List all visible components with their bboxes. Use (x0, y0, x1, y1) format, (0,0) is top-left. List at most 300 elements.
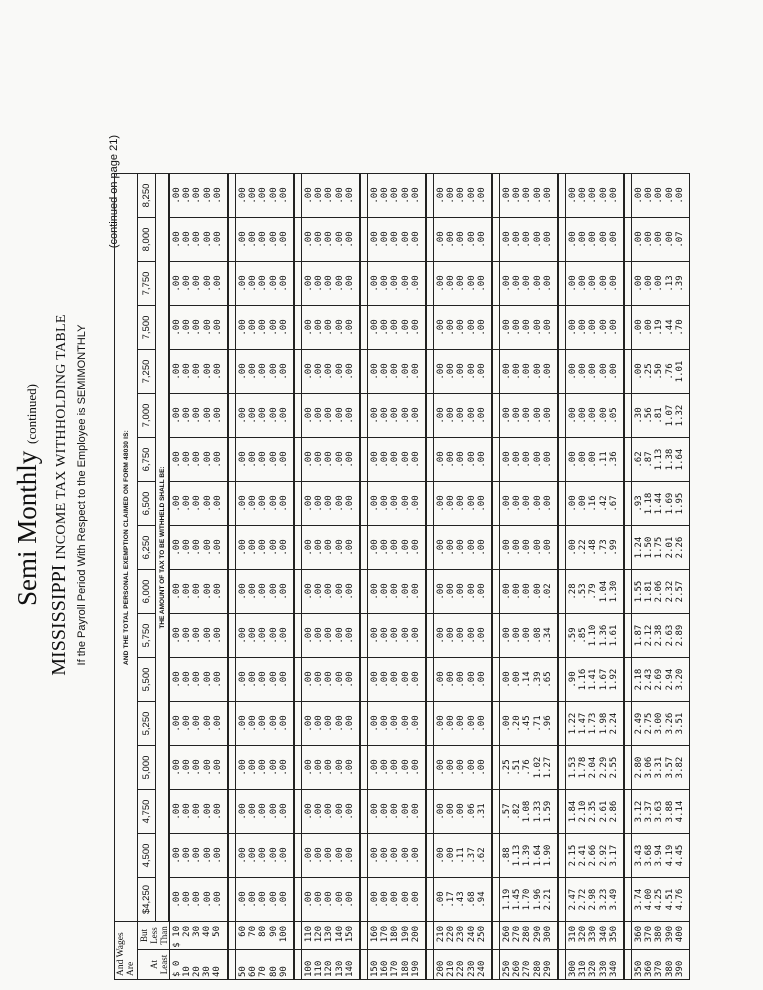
table-cell-value: 1.32 (674, 404, 685, 427)
tax-amount-cell (434, 570, 493, 614)
table-cell-value: .00 (202, 231, 213, 248)
tax-amount-cell (632, 350, 690, 394)
table-cell-value: .00 (172, 583, 182, 600)
table-cell-value: .00 (568, 231, 578, 248)
table-cell-value: 1.67 (598, 668, 609, 691)
tax-amount-cell (500, 746, 559, 790)
table-cell-value: .00 (344, 319, 355, 336)
table-cell-value: 190 (410, 960, 421, 977)
table-cell-value: .00 (192, 627, 203, 644)
table-cell-value: .00 (212, 803, 223, 820)
table-cell-value: .00 (314, 363, 325, 380)
table-cell-value: 2.47 (568, 888, 578, 911)
table-cell-value: .42 (598, 495, 609, 512)
table-cell-value: .00 (278, 627, 289, 644)
table-cell-value: .00 (212, 891, 223, 908)
tax-amount-cell (302, 262, 361, 306)
table-cell-value: .00 (344, 847, 355, 864)
table-cell-value: 3.49 (608, 888, 619, 911)
table-cell-value: .00 (324, 715, 335, 732)
table-cell-value: 130 (334, 960, 345, 977)
table-cell-value: 320 (578, 926, 589, 943)
table-cell-value: .00 (304, 847, 314, 864)
page-title (12, 0, 43, 990)
table-cell-value: .00 (172, 231, 182, 248)
table-cell-value: .00 (532, 319, 543, 336)
table-cell-value: .00 (268, 363, 279, 380)
table-cell-value: .00 (192, 715, 203, 732)
table-cell-value: .00 (390, 495, 401, 512)
at-least-cell (302, 950, 361, 980)
tax-amount-cell (632, 702, 690, 746)
tax-amount-cell (632, 218, 690, 262)
table-cell-value: .00 (588, 451, 599, 468)
table-cell-value: .00 (380, 363, 391, 380)
table-cell-value: .00 (304, 275, 314, 292)
tax-amount-cell (434, 262, 493, 306)
table-cell-value: .00 (212, 231, 223, 248)
table-cell-value: 1.13 (512, 844, 523, 867)
table-cell-value: .00 (664, 231, 675, 248)
table-cell-value: 20 (191, 966, 202, 977)
table-cell-value: .25 (644, 363, 655, 380)
table-cell-value: .00 (456, 803, 467, 820)
group-spacer (426, 174, 434, 980)
table-cell-value: .90 (568, 671, 578, 688)
group-spacer (228, 174, 236, 980)
tax-amount-cell (566, 614, 625, 658)
table-cell-value: .00 (268, 803, 279, 820)
table-cell-value: 1.69 (664, 492, 675, 515)
table-cell-value: .00 (466, 319, 477, 336)
table-cell-value: .00 (212, 451, 223, 468)
table-cell-value: .00 (334, 495, 345, 512)
table-cell-value: .48 (588, 539, 599, 556)
table-cell-value: .57 (502, 803, 512, 820)
table-cell-value: .00 (568, 495, 578, 512)
but-less-than-cell (302, 922, 361, 950)
table-cell-value: .36 (608, 451, 619, 468)
tax-amount-cell (236, 658, 295, 702)
table-cell-value: .00 (304, 187, 314, 204)
tax-amount-cell (500, 482, 559, 526)
table-cell-value: .00 (466, 451, 477, 468)
table-cell-value: .00 (466, 627, 477, 644)
exemption-column-header: 6,000 (138, 570, 156, 614)
table-cell-value: .00 (334, 759, 345, 776)
table-cell-value: .00 (476, 407, 487, 424)
tax-amount-cell (169, 262, 228, 306)
table-cell-value: .00 (466, 495, 477, 512)
table-cell-value: .00 (436, 891, 446, 908)
table-row (169, 174, 228, 980)
table-cell-value: .00 (644, 231, 655, 248)
table-cell-value: .00 (370, 407, 380, 424)
table-cell-value: .00 (192, 583, 203, 600)
table-cell-value: .00 (390, 539, 401, 556)
tax-amount-cell (302, 658, 361, 702)
tax-amount-cell (236, 614, 295, 658)
table-cell-value: .00 (456, 671, 467, 688)
table-cell-value: .53 (578, 583, 589, 600)
table-cell-value: .00 (436, 671, 446, 688)
table-cell-value: .00 (238, 319, 248, 336)
table-cell-value: .00 (466, 539, 477, 556)
table-cell-value: 350 (608, 926, 619, 943)
table-cell-value: .00 (238, 627, 248, 644)
table-cell-value: 2.92 (598, 844, 609, 867)
table-cell-value: .00 (436, 275, 446, 292)
tax-amount-cell (632, 394, 690, 438)
table-cell-value: 1.98 (598, 712, 609, 735)
table-cell-value: 1.87 (634, 624, 644, 647)
table-cell-value: .00 (304, 319, 314, 336)
table-cell-value: .00 (456, 363, 467, 380)
exemption-column-header: 4,500 (138, 834, 156, 878)
tax-amount-cell (434, 438, 493, 482)
tax-amount-cell (236, 790, 295, 834)
table-cell-value: .00 (238, 495, 248, 512)
table-cell-value: .00 (248, 715, 259, 732)
table-cell-value: .00 (446, 539, 457, 556)
table-cell-value: .00 (370, 275, 380, 292)
group-spacer (360, 174, 368, 980)
table-cell-value: 310 (578, 960, 589, 977)
table-cell-value: .00 (400, 363, 411, 380)
table-cell-value: .00 (258, 759, 269, 776)
table-cell-value: .00 (304, 407, 314, 424)
table-cell-value: .00 (334, 187, 345, 204)
table-cell-value: .00 (304, 671, 314, 688)
table-cell-value: .00 (314, 231, 325, 248)
table-cell-value: 1.95 (674, 492, 685, 515)
table-cell-value: .00 (212, 275, 223, 292)
table-cell-value: .00 (532, 451, 543, 468)
tax-amount-cell (500, 438, 559, 482)
table-cell-value: .00 (182, 627, 193, 644)
table-cell-value: .00 (446, 583, 457, 600)
table-cell-value: 300 (542, 926, 553, 943)
tax-amount-cell (236, 878, 295, 922)
exemption-column-header: $4,250 (138, 878, 156, 922)
table-cell-value: .00 (466, 407, 477, 424)
table-cell-value: .00 (532, 407, 543, 424)
table-cell-value: .00 (212, 627, 223, 644)
table-cell-value: .00 (542, 539, 553, 556)
table-cell-value: .00 (522, 363, 533, 380)
tax-amount-cell (632, 306, 690, 350)
table-cell-value: .00 (522, 407, 533, 424)
table-cell-value: .00 (182, 231, 193, 248)
table-cell-value: .00 (436, 715, 446, 732)
table-cell-value: .00 (644, 187, 655, 204)
table-cell-value: .00 (192, 759, 203, 776)
table-cell-value: 3.88 (664, 800, 675, 823)
table-cell-value: 2.98 (588, 888, 599, 911)
tax-amount-cell (302, 834, 361, 878)
table-cell-value: .00 (436, 539, 446, 556)
table-cell-value: 360 (634, 926, 644, 943)
table-cell-value: .00 (278, 847, 289, 864)
table-cell-value: 90 (278, 966, 289, 977)
table-cell-value: 260 (502, 926, 512, 943)
table-cell-value: 240 (466, 926, 477, 943)
table-cell-value: .00 (248, 363, 259, 380)
table-cell-value: .00 (334, 275, 345, 292)
table-cell-value: .00 (370, 671, 380, 688)
at-least-cell (368, 950, 427, 980)
exemption-column-header: 7,000 (138, 394, 156, 438)
tax-amount-cell (302, 482, 361, 526)
table-cell-value: 330 (588, 926, 599, 943)
table-cell-value: .00 (436, 231, 446, 248)
table-cell-value: .00 (334, 539, 345, 556)
table-cell-value: .00 (598, 319, 609, 336)
tax-amount-cell (434, 218, 493, 262)
table-cell-value: 120 (314, 926, 325, 943)
table-cell-value: .00 (192, 407, 203, 424)
table-cell-value: .00 (278, 319, 289, 336)
table-cell-value: .00 (304, 495, 314, 512)
tax-amount-cell (368, 482, 427, 526)
table-cell-value: .00 (314, 803, 325, 820)
table-cell-value: .00 (278, 495, 289, 512)
group-spacer (294, 174, 302, 980)
table-cell-value: .00 (532, 187, 543, 204)
table-cell-value: .00 (202, 539, 213, 556)
table-cell-value: .00 (324, 671, 335, 688)
table-cell-value: .00 (436, 495, 446, 512)
tax-amount-cell (500, 350, 559, 394)
table-cell-value: .00 (436, 319, 446, 336)
tax-amount-cell (368, 790, 427, 834)
table-cell-value: 40 (212, 966, 223, 977)
tax-amount-cell (236, 262, 295, 306)
table-cell-value: 2.01 (664, 536, 675, 559)
table-cell-value: .00 (304, 231, 314, 248)
table-cell-value: .00 (608, 363, 619, 380)
table-cell-value: 1.30 (608, 580, 619, 603)
table-cell-value: 30 (202, 966, 213, 977)
table-cell-value: .00 (568, 539, 578, 556)
tax-amount-cell (632, 746, 690, 790)
tax-amount-cell (302, 394, 361, 438)
table-cell-value: .00 (238, 275, 248, 292)
tax-amount-cell (368, 350, 427, 394)
table-cell-value: .00 (304, 363, 314, 380)
table-cell-value: 150 (370, 960, 380, 977)
table-cell-value: .28 (568, 583, 578, 600)
table-cell-value: .00 (400, 803, 411, 820)
table-cell-value: .39 (532, 671, 543, 688)
tax-amount-cell (434, 702, 493, 746)
table-cell-value: .00 (192, 451, 203, 468)
tax-amount-cell (169, 834, 228, 878)
tax-amount-cell (632, 262, 690, 306)
table-cell-value: 3.12 (634, 800, 644, 823)
table-cell-value: .00 (390, 451, 401, 468)
table-cell-value: .00 (532, 275, 543, 292)
table-cell-value: .00 (446, 759, 457, 776)
table-cell-value: .00 (512, 671, 523, 688)
table-cell-value: 2.21 (542, 888, 553, 911)
tax-amount-cell (236, 746, 295, 790)
table-cell-value: .00 (370, 539, 380, 556)
exemption-column-header: 7,750 (138, 262, 156, 306)
table-cell-value: .00 (324, 187, 335, 204)
tax-amount-cell (236, 702, 295, 746)
table-cell-value: .00 (476, 495, 487, 512)
table-cell-value: 370 (644, 926, 655, 943)
title-suffix: (continued) (24, 384, 39, 444)
table-cell-value: .00 (436, 187, 446, 204)
table-cell-value: .00 (324, 627, 335, 644)
table-cell-value: 2.94 (664, 668, 675, 691)
table-cell-value: 3.17 (608, 844, 619, 867)
table-cell-value: .00 (380, 627, 391, 644)
table-cell-value: .00 (182, 363, 193, 380)
tax-amount-cell (302, 702, 361, 746)
tax-amount-cell (500, 306, 559, 350)
table-cell-value: .13 (664, 275, 675, 292)
table-cell-value: .00 (390, 275, 401, 292)
table-cell-value: .00 (324, 539, 335, 556)
table-cell-value: .00 (370, 363, 380, 380)
table-cell-value: .00 (304, 891, 314, 908)
table-cell-value: .00 (400, 759, 411, 776)
table-cell-value: 3.43 (634, 844, 644, 867)
table-cell-value: .00 (522, 231, 533, 248)
table-cell-value: .00 (512, 539, 523, 556)
table-cell-value: .00 (248, 803, 259, 820)
table-cell-value: .00 (608, 187, 619, 204)
table-cell-value: .00 (370, 627, 380, 644)
table-cell-value: .00 (476, 319, 487, 336)
table-cell-value: .00 (390, 759, 401, 776)
table-cell-value: .07 (674, 231, 685, 248)
table-cell-value: .00 (502, 451, 512, 468)
table-cell-value: 1.27 (542, 756, 553, 779)
table-cell-value: .00 (380, 407, 391, 424)
tax-amount-cell (169, 790, 228, 834)
table-cell-value: 250 (476, 926, 487, 943)
table-cell-value: .00 (578, 495, 589, 512)
tax-amount-cell (434, 834, 493, 878)
table-cell-value: .00 (410, 891, 421, 908)
table-cell-value: .00 (202, 451, 213, 468)
table-cell-value: .00 (522, 275, 533, 292)
table-cell-value: .00 (278, 583, 289, 600)
table-cell-value: 1.53 (568, 756, 578, 779)
table-cell-value: .00 (212, 407, 223, 424)
continued-note: (continued on page 21) (108, 135, 120, 249)
tax-amount-cell (368, 262, 427, 306)
tax-amount-cell (434, 790, 493, 834)
table-cell-value: .17 (446, 891, 457, 908)
table-cell-value: .00 (400, 715, 411, 732)
table-cell-value: .00 (248, 627, 259, 644)
table-cell-value: .30 (634, 407, 644, 424)
table-cell-value: .00 (512, 231, 523, 248)
table-cell-value: .00 (370, 583, 380, 600)
table-cell-value: .11 (456, 847, 467, 864)
table-cell-value: .00 (202, 319, 213, 336)
table-cell-value: .00 (578, 451, 589, 468)
tax-amount-cell (169, 746, 228, 790)
at-least-cell (566, 950, 625, 980)
tax-amount-cell (169, 482, 228, 526)
table-cell-value: .00 (446, 187, 457, 204)
table-cell-value: .00 (400, 847, 411, 864)
table-cell-value: .00 (542, 495, 553, 512)
table-cell-value: .00 (370, 451, 380, 468)
table-cell-value: 2.80 (634, 756, 644, 779)
but-less-than-cell (632, 922, 690, 950)
table-cell-value: .00 (268, 187, 279, 204)
table-cell-value: .00 (608, 275, 619, 292)
table-cell-value: .00 (436, 847, 446, 864)
table-cell-value: .00 (456, 187, 467, 204)
table-cell-value: .00 (436, 451, 446, 468)
table-cell-value: .00 (502, 407, 512, 424)
table-cell-value: .00 (278, 363, 289, 380)
tax-amount-cell (632, 790, 690, 834)
table-cell-value: 50 (212, 926, 223, 937)
table-cell-value: .00 (182, 319, 193, 336)
tax-amount-cell (434, 878, 493, 922)
table-cell-value: .00 (172, 363, 182, 380)
table-cell-value: 2.49 (634, 712, 644, 735)
wages-header: And Wages Are (115, 922, 138, 980)
table-cell-value: .00 (456, 231, 467, 248)
table-cell-value: .00 (608, 231, 619, 248)
table-cell-value: 2.69 (654, 668, 665, 691)
table-cell-value: .00 (202, 803, 213, 820)
table-cell-value: .00 (238, 715, 248, 732)
table-cell-value: .00 (202, 583, 213, 600)
table-cell-value: .00 (598, 275, 609, 292)
tax-amount-cell (368, 570, 427, 614)
table-cell-value: .00 (268, 715, 279, 732)
table-cell-value: .00 (278, 407, 289, 424)
table-cell-value: .00 (334, 363, 345, 380)
table-cell-value: .00 (192, 539, 203, 556)
tax-amount-cell (368, 614, 427, 658)
table-cell-value: .00 (304, 451, 314, 468)
tax-amount-cell (566, 658, 625, 702)
table-cell-value: .00 (476, 627, 487, 644)
table-cell-value: .00 (390, 671, 401, 688)
table-cell-value: .00 (400, 671, 411, 688)
table-cell-value: .31 (476, 803, 487, 820)
table-cell-value: .00 (436, 363, 446, 380)
table-cell-value: .00 (268, 275, 279, 292)
table-cell-value: 1.96 (532, 888, 543, 911)
table-cell-value: .00 (258, 847, 269, 864)
exemption-column-header: 8,000 (138, 218, 156, 262)
table-cell-value: .00 (588, 319, 599, 336)
table-cell-value: 2.72 (578, 888, 589, 911)
table-cell-value: 1.73 (588, 712, 599, 735)
table-cell-value: 3.37 (644, 800, 655, 823)
exemption-column-header: 8,250 (138, 174, 156, 218)
table-cell-value: .00 (344, 627, 355, 644)
table-cell-value: .00 (380, 187, 391, 204)
table-cell-value: .00 (268, 583, 279, 600)
table-cell-value: 2.29 (598, 756, 609, 779)
table-cell-value: 1.64 (674, 448, 685, 471)
tax-amount-cell (566, 790, 625, 834)
